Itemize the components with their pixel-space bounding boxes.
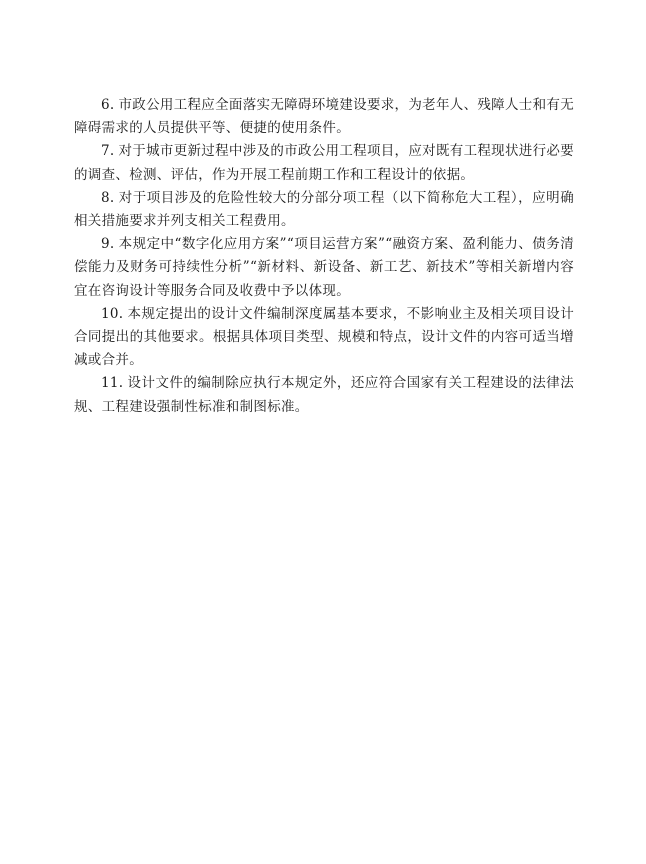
- clause-6: [74, 94, 574, 140]
- clause-number: 9.: [101, 236, 115, 253]
- clause-8: [74, 187, 574, 233]
- clause-list: [74, 94, 574, 419]
- clause-number: 6.: [101, 97, 115, 113]
- clause-text: 本规定提出的设计文件编制深度属基本要求，不影响业主及相关项目设计合同提出的其他要求。根据具体项目类型、规模和特点，设计文件的内容可适当增减或合并。: [74, 305, 574, 369]
- clause-number: 11.: [101, 375, 124, 392]
- clause-7: [74, 140, 574, 186]
- clause-text: 市政公用工程应全面落实无障碍环境建设要求，为老年人、残障人士和有无障碍需求的人员提供平等、便捷的使用条件。: [74, 97, 574, 137]
- clause-text: 本规定中“数字化应用方案”“项目运营方案”“融资方案、盈利能力、债务清偿能力及财务可持续性分析”“新材料、新设备、新工艺、新技术”等相关新增内容宜在咨询设计等服务合同及收费中予以体现。: [74, 236, 574, 299]
- clause-number: 8.: [101, 189, 115, 206]
- clause-text: 对于项目涉及的危险性较大的分部分项工程（以下简称危大工程），应明确相关措施要求并列支相关工程费用。: [74, 189, 574, 230]
- clause-11: [74, 372, 574, 418]
- clause-number: 10.: [101, 305, 124, 322]
- clause-text: 对于城市更新过程中涉及的市政公用工程项目，应对既有工程现状进行必要的调查、检测、评估，作为开展工程前期工作和工程设计的依据。: [74, 143, 574, 183]
- clause-text: 设计文件的编制除应执行本规定外，还应符合国家有关工程建设的法律法规、工程建设强制性标准和制图标准。: [74, 375, 574, 415]
- clause-9: [74, 233, 574, 303]
- clause-10: [74, 303, 574, 373]
- clause-number: 7.: [101, 143, 115, 160]
